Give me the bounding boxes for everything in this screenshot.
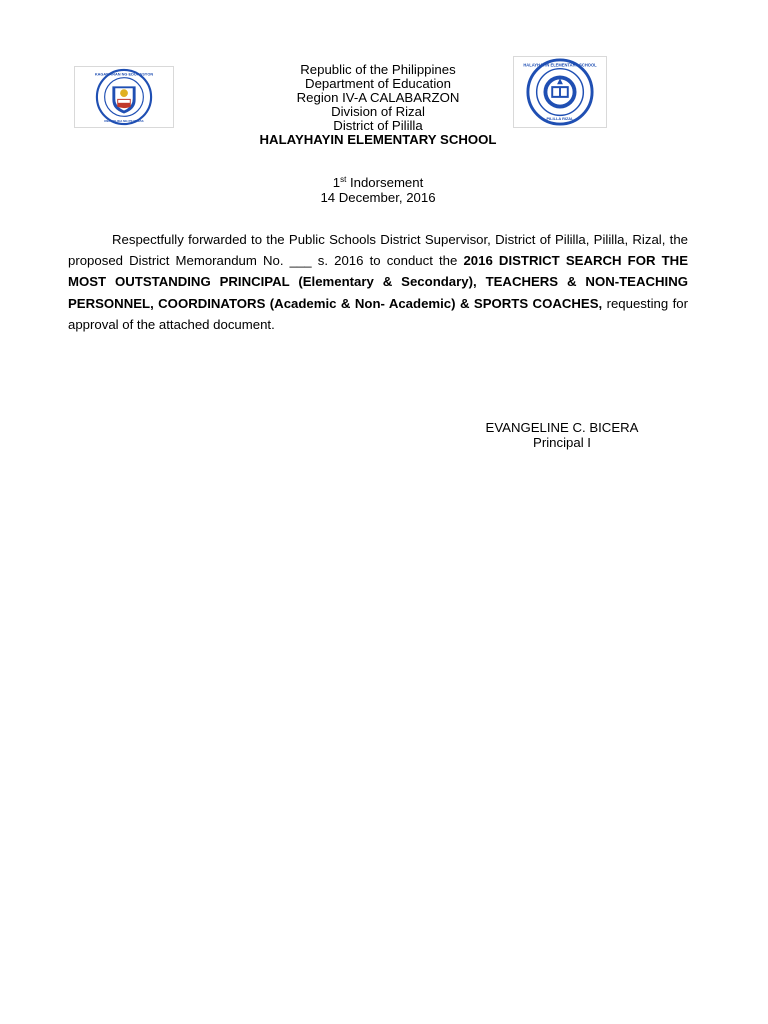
signatory-title: Principal I bbox=[533, 435, 591, 450]
body-paragraph bbox=[68, 229, 688, 335]
region-line: Region IV-A CALABARZON bbox=[296, 90, 460, 105]
district-line: District of Pililla bbox=[333, 118, 423, 133]
right-seal-bottom-text: PILILLA RIZAL bbox=[546, 116, 574, 122]
left-seal-bottom-text: REPUBLIKA NG PILIPINAS bbox=[104, 119, 144, 124]
indorsement-number: 1 bbox=[332, 175, 341, 190]
signatory-name: EVANGELINE C. BICERA bbox=[485, 420, 639, 435]
division-line: Division of Rizal bbox=[331, 104, 425, 119]
deped-seal-logo bbox=[74, 66, 174, 128]
indorsement-date: 14 December, 2016 bbox=[320, 190, 436, 205]
body-bold-title: 2016 DISTRICT SEARCH FOR THE MOST OUTSTANDING PRINCIPAL (Elementary & Secondary), TEACHERS & NON-TEACHING PERSONNEL, COORDINATORS (Academic & Non- Academic) & SPORTS COACHES, bbox=[68, 253, 688, 311]
indorsement-ordinal-suffix: st bbox=[340, 175, 347, 184]
department-line: Department of Education bbox=[305, 76, 451, 91]
school-name: HALAYHAYIN ELEMENTARY SCHOOL bbox=[259, 132, 497, 147]
indorsement-word: Indorsement bbox=[346, 175, 424, 190]
indorsement-title bbox=[178, 175, 578, 190]
left-seal-top-text: KAGAWARAN NG EDUKASYON bbox=[94, 71, 154, 77]
right-seal-top-text: HALAYHAYIN ELEMENTARY SCHOOL bbox=[523, 62, 597, 68]
signatory-block bbox=[448, 420, 676, 450]
deped-seal-icon bbox=[75, 67, 173, 127]
republic-line: Republic of the Philippines bbox=[300, 62, 456, 77]
indorsement-heading bbox=[178, 175, 578, 205]
body-closing-text: requesting for approval of the attached document. bbox=[68, 295, 688, 332]
letterhead bbox=[178, 63, 578, 147]
body-intro-text: Respectfully forwarded to the Public Schools District Supervisor, District of Pililla, Pililla, Rizal, the proposed District Memorandum No. ___ s. 2016 to conduct the bbox=[68, 232, 688, 269]
